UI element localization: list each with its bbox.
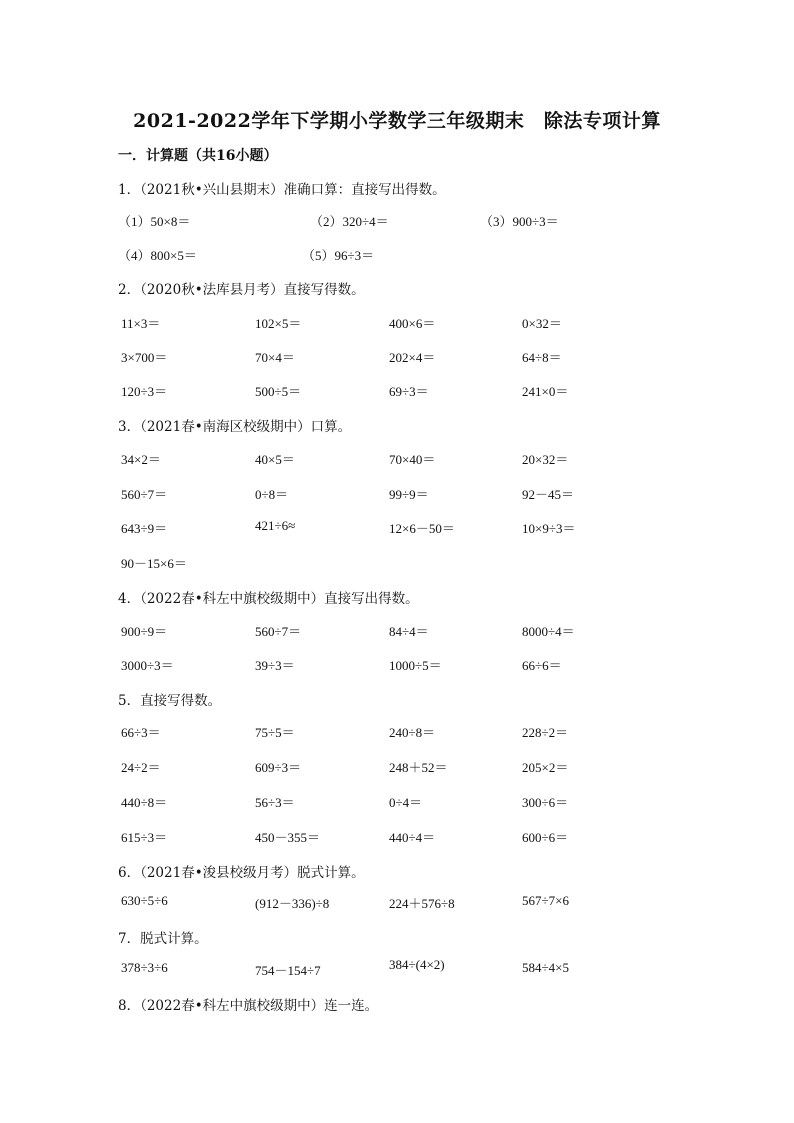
question-2-row-3 bbox=[0, 381, 794, 401]
problem: 24÷2＝ bbox=[121, 760, 161, 775]
problem: 241×0＝ bbox=[522, 384, 569, 399]
problem: 64÷8＝ bbox=[522, 350, 562, 365]
problem: 8000÷4＝ bbox=[522, 624, 575, 639]
question-3-row-1 bbox=[0, 449, 794, 469]
question-5-row-2 bbox=[0, 757, 794, 777]
problem: 3×700＝ bbox=[121, 350, 168, 365]
problem: 40×5＝ bbox=[255, 452, 295, 467]
question-3-row-4 bbox=[0, 553, 794, 573]
problem: 224＋576÷8 bbox=[389, 896, 455, 911]
question-2-row-2 bbox=[0, 347, 794, 367]
question-3-heading: 3．（2021春•南海区校级期中）口算。 bbox=[118, 419, 352, 435]
problem: 560÷7＝ bbox=[121, 487, 168, 502]
problem: 584÷4×5 bbox=[522, 960, 569, 975]
problem: 240÷8＝ bbox=[389, 725, 436, 740]
problem: 0÷4＝ bbox=[389, 795, 423, 810]
problem: 1000÷5＝ bbox=[389, 658, 442, 673]
problem: （1）50×8＝ bbox=[118, 214, 191, 229]
problem: 400×6＝ bbox=[389, 316, 436, 331]
question-6-row-1 bbox=[0, 893, 794, 913]
problem: 609÷3＝ bbox=[255, 760, 302, 775]
problem: 102×5＝ bbox=[255, 316, 302, 331]
question-3-row-2 bbox=[0, 484, 794, 504]
page-title: 2021-2022学年下学期小学数学三年级期末 除法专项计算 bbox=[133, 110, 661, 132]
question-5-heading: 5．直接写得数。 bbox=[118, 693, 222, 709]
problem: 34×2＝ bbox=[121, 452, 161, 467]
problem: 378÷3÷6 bbox=[121, 960, 168, 975]
problem: 900÷9＝ bbox=[121, 624, 168, 639]
problem: 75÷5＝ bbox=[255, 725, 295, 740]
problem: （5）96÷3＝ bbox=[302, 248, 375, 263]
question-2-row-1 bbox=[0, 313, 794, 333]
problem: 10×9÷3＝ bbox=[522, 521, 576, 536]
problem: 248＋52＝ bbox=[389, 760, 448, 775]
question-3-row-3 bbox=[0, 518, 794, 538]
problem: 300÷6＝ bbox=[522, 795, 569, 810]
problem: 84÷4＝ bbox=[389, 624, 429, 639]
question-4-row-2 bbox=[0, 655, 794, 675]
question-7-heading: 7．脱式计算。 bbox=[118, 931, 208, 947]
problem: 440÷4＝ bbox=[389, 830, 436, 845]
problem: 56÷3＝ bbox=[255, 795, 295, 810]
problem: 11×3＝ bbox=[121, 316, 161, 331]
problem: 70×40＝ bbox=[389, 452, 436, 467]
problem: 384÷(4×2) bbox=[389, 957, 445, 972]
problem: 500÷5＝ bbox=[255, 384, 302, 399]
problem: 567÷7×6 bbox=[522, 893, 569, 908]
question-5-row-3 bbox=[0, 792, 794, 812]
question-5-row-4 bbox=[0, 827, 794, 847]
question-6-heading: 6．（2021春•浚县校级月考）脱式计算。 bbox=[118, 865, 365, 881]
problem: 754－154÷7 bbox=[255, 963, 321, 978]
problem: 205×2＝ bbox=[522, 760, 569, 775]
problem: 3000÷3＝ bbox=[121, 658, 174, 673]
problem: 12×6－50＝ bbox=[389, 521, 455, 536]
problem: 99÷9＝ bbox=[389, 487, 429, 502]
section-heading: 一．计算题（共16小题） bbox=[118, 148, 278, 164]
problem: 600÷6＝ bbox=[522, 830, 569, 845]
problem: 0×32＝ bbox=[522, 316, 562, 331]
question-5-row-1 bbox=[0, 722, 794, 742]
problem: 0÷8＝ bbox=[255, 487, 289, 502]
problem: （3）900÷3＝ bbox=[480, 214, 559, 229]
question-7-row-1 bbox=[0, 957, 794, 980]
problem: 615÷3＝ bbox=[121, 830, 168, 845]
problem: 66÷3＝ bbox=[121, 725, 161, 740]
question-1-row-1 bbox=[0, 211, 794, 231]
problem: 120÷3＝ bbox=[121, 384, 168, 399]
problem: 560÷7＝ bbox=[255, 624, 302, 639]
problem: 20×32＝ bbox=[522, 452, 569, 467]
question-2-heading: 2．（2020秋•法库县月考）直接写得数。 bbox=[118, 282, 365, 298]
question-1-heading: 1．（2021秋•兴山县期末）准确口算：直接写出得数。 bbox=[118, 182, 446, 198]
problem: 630÷5÷6 bbox=[121, 893, 168, 908]
problem: （2）320÷4＝ bbox=[310, 214, 389, 229]
problem: 70×4＝ bbox=[255, 350, 295, 365]
problem: 421÷6≈ bbox=[255, 518, 296, 533]
problem: 90－15×6＝ bbox=[121, 556, 187, 571]
question-8-heading: 8．（2022春•科左中旗校级期中）连一连。 bbox=[118, 998, 379, 1014]
problem: 228÷2＝ bbox=[522, 725, 569, 740]
problem: 69÷3＝ bbox=[389, 384, 429, 399]
problem: 66÷6＝ bbox=[522, 658, 562, 673]
question-4-row-1 bbox=[0, 621, 794, 641]
problem: 202×4＝ bbox=[389, 350, 436, 365]
problem: 92－45＝ bbox=[522, 487, 575, 502]
problem: 39÷3＝ bbox=[255, 658, 295, 673]
problem: (912－336)÷8 bbox=[255, 896, 330, 911]
problem: （4）800×5＝ bbox=[118, 248, 197, 263]
problem: 440÷8＝ bbox=[121, 795, 168, 810]
question-4-heading: 4．（2022春•科左中旗校级期中）直接写出得数。 bbox=[118, 591, 419, 607]
question-1-row-2 bbox=[0, 245, 794, 265]
problem: 450－355＝ bbox=[255, 830, 321, 845]
problem: 643÷9＝ bbox=[121, 521, 168, 536]
